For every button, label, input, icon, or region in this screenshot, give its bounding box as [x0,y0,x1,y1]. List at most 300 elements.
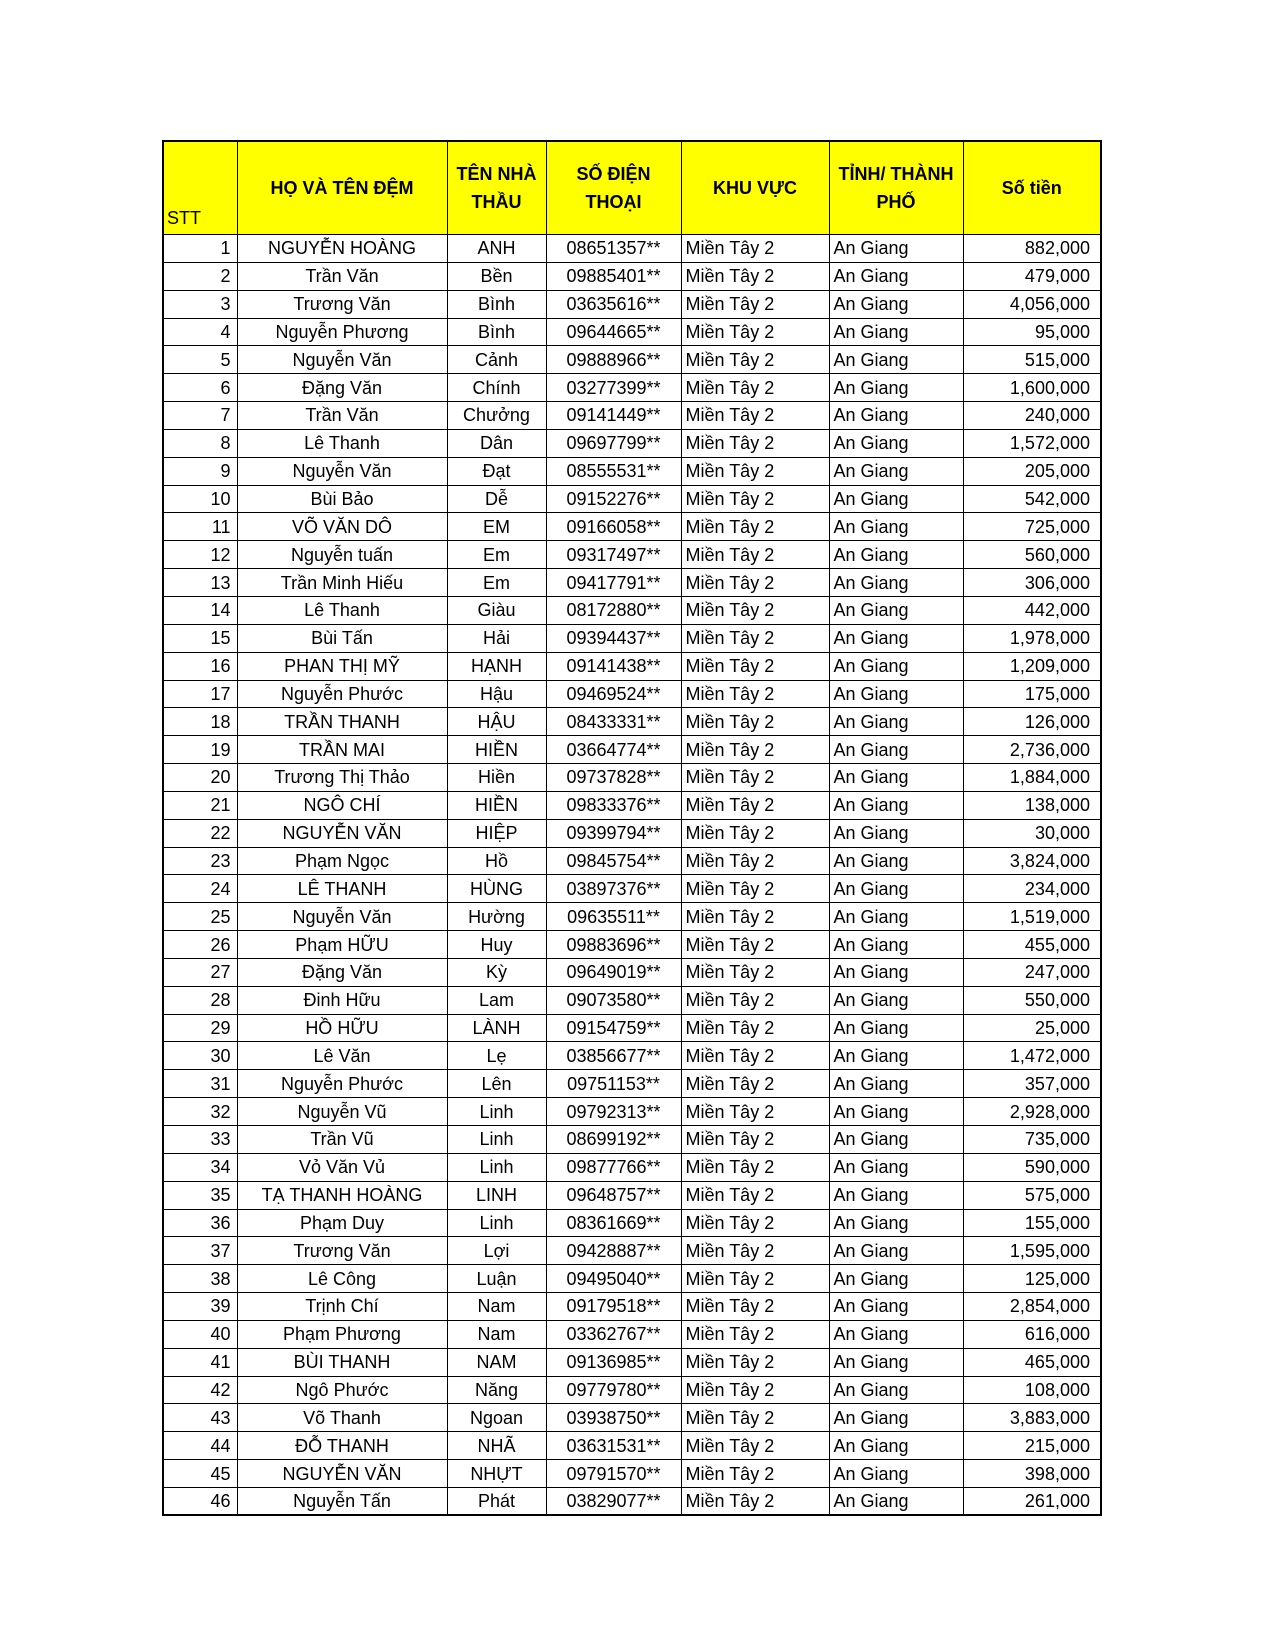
tinh-cell: An Giang [829,513,963,541]
khu-vuc-cell: Miền Tây 2 [681,624,829,652]
header-ten-nha-thau: TÊN NHÀ THẦU [447,141,546,235]
table-row [163,1153,1101,1181]
khu-vuc-cell: Miền Tây 2 [681,736,829,764]
phone-cell: 09469524** [546,680,681,708]
khu-vuc-cell: Miền Tây 2 [681,1320,829,1348]
table-row [163,652,1101,680]
phone-cell: 09877766** [546,1153,681,1181]
table-row [163,680,1101,708]
ten-nha-thau-cell: HIỀN [447,736,546,764]
stt-cell: 24 [163,875,237,903]
stt-cell: 19 [163,736,237,764]
header-tinh-thanh-pho: TỈNH/ THÀNH PHỐ [829,141,963,235]
stt-cell: 39 [163,1293,237,1321]
ten-nha-thau-cell: Hải [447,624,546,652]
tinh-cell: An Giang [829,1376,963,1404]
khu-vuc-cell: Miền Tây 2 [681,1014,829,1042]
table-row [163,1432,1101,1460]
ten-nha-thau-cell: Đạt [447,457,546,485]
stt-cell: 43 [163,1404,237,1432]
stt-cell: 4 [163,318,237,346]
ten-nha-thau-cell: HÙNG [447,875,546,903]
amount-cell: 550,000 [963,986,1101,1014]
tinh-cell: An Giang [829,346,963,374]
stt-cell: 15 [163,624,237,652]
stt-cell: 46 [163,1487,237,1515]
phone-cell: 09791570** [546,1460,681,1488]
amount-cell: 479,000 [963,262,1101,290]
amount-cell: 560,000 [963,541,1101,569]
table-row [163,708,1101,736]
amount-cell: 261,000 [963,1487,1101,1515]
tinh-cell: An Giang [829,736,963,764]
stt-cell: 21 [163,791,237,819]
phone-cell: 08651357** [546,235,681,263]
tinh-cell: An Giang [829,1293,963,1321]
khu-vuc-cell: Miền Tây 2 [681,1404,829,1432]
ho-ten-dem-cell: HỒ HỮU [237,1014,447,1042]
table-row [163,986,1101,1014]
tinh-cell: An Giang [829,1209,963,1237]
amount-cell: 3,883,000 [963,1404,1101,1432]
table-row [163,1320,1101,1348]
amount-cell: 240,000 [963,402,1101,430]
amount-cell: 1,209,000 [963,652,1101,680]
phone-cell: 09394437** [546,624,681,652]
khu-vuc-cell: Miền Tây 2 [681,262,829,290]
tinh-cell: An Giang [829,457,963,485]
tinh-cell: An Giang [829,402,963,430]
tinh-cell: An Giang [829,1070,963,1098]
ho-ten-dem-cell: Trần Minh Hiếu [237,569,447,597]
table-row [163,485,1101,513]
table-row [163,1376,1101,1404]
tinh-cell: An Giang [829,1126,963,1154]
stt-cell: 33 [163,1126,237,1154]
ho-ten-dem-cell: PHAN THỊ MỸ [237,652,447,680]
tinh-cell: An Giang [829,903,963,931]
phone-cell: 09154759** [546,1014,681,1042]
ho-ten-dem-cell: ĐỖ THANH [237,1432,447,1460]
phone-cell: 09317497** [546,541,681,569]
stt-cell: 5 [163,346,237,374]
table-row [163,1265,1101,1293]
tinh-cell: An Giang [829,652,963,680]
stt-cell: 11 [163,513,237,541]
stt-cell: 35 [163,1181,237,1209]
tinh-cell: An Giang [829,1432,963,1460]
stt-cell: 13 [163,569,237,597]
ten-nha-thau-cell: Hường [447,903,546,931]
phone-cell: 09635511** [546,903,681,931]
amount-cell: 155,000 [963,1209,1101,1237]
phone-cell: 03829077** [546,1487,681,1515]
amount-cell: 306,000 [963,569,1101,597]
khu-vuc-cell: Miền Tây 2 [681,1181,829,1209]
ho-ten-dem-cell: Nguyễn Tấn [237,1487,447,1515]
stt-cell: 16 [163,652,237,680]
amount-cell: 2,736,000 [963,736,1101,764]
tinh-cell: An Giang [829,931,963,959]
ten-nha-thau-cell: Hiền [447,764,546,792]
amount-cell: 442,000 [963,596,1101,624]
tinh-cell: An Giang [829,1320,963,1348]
phone-cell: 09399794** [546,819,681,847]
table-row [163,457,1101,485]
phone-cell: 09833376** [546,791,681,819]
khu-vuc-cell: Miền Tây 2 [681,346,829,374]
stt-cell: 31 [163,1070,237,1098]
tinh-cell: An Giang [829,1237,963,1265]
amount-cell: 2,854,000 [963,1293,1101,1321]
tinh-cell: An Giang [829,819,963,847]
amount-cell: 3,824,000 [963,847,1101,875]
ten-nha-thau-cell: Cảnh [447,346,546,374]
amount-cell: 125,000 [963,1265,1101,1293]
khu-vuc-cell: Miền Tây 2 [681,708,829,736]
khu-vuc-cell: Miền Tây 2 [681,1153,829,1181]
table-row [163,541,1101,569]
amount-cell: 616,000 [963,1320,1101,1348]
table-row [163,958,1101,986]
khu-vuc-cell: Miền Tây 2 [681,903,829,931]
khu-vuc-cell: Miền Tây 2 [681,402,829,430]
header-stt: STT [163,141,237,235]
ho-ten-dem-cell: NGUYỄN VĂN [237,1460,447,1488]
amount-cell: 1,472,000 [963,1042,1101,1070]
khu-vuc-cell: Miền Tây 2 [681,541,829,569]
table-row [163,513,1101,541]
phone-cell: 09428887** [546,1237,681,1265]
stt-cell: 32 [163,1098,237,1126]
tinh-cell: An Giang [829,958,963,986]
ho-ten-dem-cell: NGUYỄN VĂN [237,819,447,847]
amount-cell: 25,000 [963,1014,1101,1042]
phone-cell: 09779780** [546,1376,681,1404]
phone-cell: 08361669** [546,1209,681,1237]
ho-ten-dem-cell: Đinh Hữu [237,986,447,1014]
ten-nha-thau-cell: LÀNH [447,1014,546,1042]
stt-cell: 26 [163,931,237,959]
khu-vuc-cell: Miền Tây 2 [681,457,829,485]
tinh-cell: An Giang [829,791,963,819]
phone-cell: 09845754** [546,847,681,875]
ho-ten-dem-cell: Nguyễn Phương [237,318,447,346]
khu-vuc-cell: Miền Tây 2 [681,596,829,624]
ten-nha-thau-cell: Nam [447,1320,546,1348]
ho-ten-dem-cell: Ngô Phước [237,1376,447,1404]
ho-ten-dem-cell: Lê Văn [237,1042,447,1070]
ten-nha-thau-cell: Linh [447,1153,546,1181]
stt-cell: 37 [163,1237,237,1265]
table-row [163,1404,1101,1432]
tinh-cell: An Giang [829,374,963,402]
table-row [163,318,1101,346]
tinh-cell: An Giang [829,1348,963,1376]
header-so-tien: Số tiền [963,141,1101,235]
table-row [163,1209,1101,1237]
table-row [163,1070,1101,1098]
ho-ten-dem-cell: TẠ THANH HOÀNG [237,1181,447,1209]
ho-ten-dem-cell: Nguyễn Văn [237,903,447,931]
table-row [163,374,1101,402]
ho-ten-dem-cell: VÕ VĂN DÔ [237,513,447,541]
ho-ten-dem-cell: TRẦN MAI [237,736,447,764]
stt-cell: 29 [163,1014,237,1042]
tinh-cell: An Giang [829,1153,963,1181]
ten-nha-thau-cell: ANH [447,235,546,263]
tinh-cell: An Giang [829,764,963,792]
tinh-cell: An Giang [829,485,963,513]
table-row [163,1293,1101,1321]
amount-cell: 735,000 [963,1126,1101,1154]
khu-vuc-cell: Miền Tây 2 [681,429,829,457]
khu-vuc-cell: Miền Tây 2 [681,1237,829,1265]
stt-cell: 1 [163,235,237,263]
phone-cell: 09649019** [546,958,681,986]
stt-cell: 7 [163,402,237,430]
amount-cell: 1,600,000 [963,374,1101,402]
khu-vuc-cell: Miền Tây 2 [681,1432,829,1460]
ho-ten-dem-cell: NGÔ CHÍ [237,791,447,819]
ho-ten-dem-cell: Trương Thị Thảo [237,764,447,792]
tinh-cell: An Giang [829,847,963,875]
table-row [163,1126,1101,1154]
ten-nha-thau-cell: Bền [447,262,546,290]
ho-ten-dem-cell: Lê Thanh [237,596,447,624]
phone-cell: 09883696** [546,931,681,959]
phone-cell: 03631531** [546,1432,681,1460]
khu-vuc-cell: Miền Tây 2 [681,680,829,708]
tinh-cell: An Giang [829,596,963,624]
ten-nha-thau-cell: Ngoan [447,1404,546,1432]
ten-nha-thau-cell: Hậu [447,680,546,708]
ho-ten-dem-cell: Lê Thanh [237,429,447,457]
ho-ten-dem-cell: Nguyễn Phước [237,1070,447,1098]
stt-cell: 42 [163,1376,237,1404]
amount-cell: 1,519,000 [963,903,1101,931]
ten-nha-thau-cell: Em [447,569,546,597]
stt-cell: 3 [163,290,237,318]
ten-nha-thau-cell: Luận [447,1265,546,1293]
tinh-cell: An Giang [829,1404,963,1432]
tinh-cell: An Giang [829,986,963,1014]
ten-nha-thau-cell: Bình [447,318,546,346]
table-row [163,290,1101,318]
ho-ten-dem-cell: Trịnh Chí [237,1293,447,1321]
contractor-payment-table [162,140,1102,1516]
ten-nha-thau-cell: Linh [447,1098,546,1126]
ten-nha-thau-cell: NAM [447,1348,546,1376]
khu-vuc-cell: Miền Tây 2 [681,958,829,986]
table-row [163,736,1101,764]
stt-cell: 28 [163,986,237,1014]
phone-cell: 09697799** [546,429,681,457]
tinh-cell: An Giang [829,1098,963,1126]
tinh-cell: An Giang [829,1014,963,1042]
ten-nha-thau-cell: Kỳ [447,958,546,986]
khu-vuc-cell: Miền Tây 2 [681,374,829,402]
table-row [163,819,1101,847]
amount-cell: 1,978,000 [963,624,1101,652]
stt-cell: 14 [163,596,237,624]
header-khu-vuc: KHU VỰC [681,141,829,235]
ho-ten-dem-cell: Phạm Phương [237,1320,447,1348]
ho-ten-dem-cell: Phạm Ngọc [237,847,447,875]
table-row [163,1237,1101,1265]
phone-cell: 03856677** [546,1042,681,1070]
amount-cell: 1,595,000 [963,1237,1101,1265]
amount-cell: 882,000 [963,235,1101,263]
khu-vuc-cell: Miền Tây 2 [681,931,829,959]
khu-vuc-cell: Miền Tây 2 [681,318,829,346]
table-row [163,1014,1101,1042]
khu-vuc-cell: Miền Tây 2 [681,290,829,318]
phone-cell: 09417791** [546,569,681,597]
ten-nha-thau-cell: Huy [447,931,546,959]
ho-ten-dem-cell: Trương Văn [237,1237,447,1265]
table-row [163,875,1101,903]
khu-vuc-cell: Miền Tây 2 [681,652,829,680]
amount-cell: 398,000 [963,1460,1101,1488]
phone-cell: 03277399** [546,374,681,402]
ten-nha-thau-cell: Bình [447,290,546,318]
table-row [163,791,1101,819]
ten-nha-thau-cell: Năng [447,1376,546,1404]
ho-ten-dem-cell: Trương Văn [237,290,447,318]
khu-vuc-cell: Miền Tây 2 [681,485,829,513]
ten-nha-thau-cell: Dễ [447,485,546,513]
amount-cell: 95,000 [963,318,1101,346]
khu-vuc-cell: Miền Tây 2 [681,1098,829,1126]
stt-cell: 22 [163,819,237,847]
phone-cell: 09073580** [546,986,681,1014]
tinh-cell: An Giang [829,318,963,346]
amount-cell: 215,000 [963,1432,1101,1460]
phone-cell: 09792313** [546,1098,681,1126]
khu-vuc-cell: Miền Tây 2 [681,1348,829,1376]
table-row [163,931,1101,959]
stt-cell: 44 [163,1432,237,1460]
ho-ten-dem-cell: Phạm HỮU [237,931,447,959]
table-row [163,764,1101,792]
ho-ten-dem-cell: Vỏ Văn Vủ [237,1153,447,1181]
ho-ten-dem-cell: NGUYỄN HOÀNG [237,235,447,263]
phone-cell: 08699192** [546,1126,681,1154]
ho-ten-dem-cell: Trần Vũ [237,1126,447,1154]
ten-nha-thau-cell: Lên [447,1070,546,1098]
ten-nha-thau-cell: Hồ [447,847,546,875]
ten-nha-thau-cell: Nam [447,1293,546,1321]
stt-cell: 25 [163,903,237,931]
phone-cell: 08555531** [546,457,681,485]
table-row [163,429,1101,457]
tinh-cell: An Giang [829,680,963,708]
stt-cell: 20 [163,764,237,792]
table-row [163,1042,1101,1070]
table-row [163,262,1101,290]
phone-cell: 03635616** [546,290,681,318]
tinh-cell: An Giang [829,1265,963,1293]
stt-cell: 9 [163,457,237,485]
amount-cell: 455,000 [963,931,1101,959]
tinh-cell: An Giang [829,429,963,457]
phone-cell: 09141438** [546,652,681,680]
khu-vuc-cell: Miền Tây 2 [681,1376,829,1404]
ten-nha-thau-cell: HẠNH [447,652,546,680]
ten-nha-thau-cell: Lam [447,986,546,1014]
stt-cell: 2 [163,262,237,290]
tinh-cell: An Giang [829,1487,963,1515]
table-row [163,596,1101,624]
ten-nha-thau-cell: Giàu [447,596,546,624]
table-row [163,402,1101,430]
tinh-cell: An Giang [829,235,963,263]
khu-vuc-cell: Miền Tây 2 [681,819,829,847]
tinh-cell: An Giang [829,875,963,903]
phone-cell: 09888966** [546,346,681,374]
khu-vuc-cell: Miền Tây 2 [681,1209,829,1237]
tinh-cell: An Giang [829,1460,963,1488]
stt-cell: 18 [163,708,237,736]
table-row [163,1460,1101,1488]
ho-ten-dem-cell: Đặng Văn [237,958,447,986]
ho-ten-dem-cell: TRẦN THANH [237,708,447,736]
amount-cell: 357,000 [963,1070,1101,1098]
phone-cell: 09179518** [546,1293,681,1321]
amount-cell: 1,884,000 [963,764,1101,792]
phone-cell: 09648757** [546,1181,681,1209]
khu-vuc-cell: Miền Tây 2 [681,875,829,903]
ten-nha-thau-cell: NHỰT [447,1460,546,1488]
khu-vuc-cell: Miền Tây 2 [681,1460,829,1488]
amount-cell: 2,928,000 [963,1098,1101,1126]
khu-vuc-cell: Miền Tây 2 [681,1042,829,1070]
ten-nha-thau-cell: NHÃ [447,1432,546,1460]
stt-cell: 36 [163,1209,237,1237]
phone-cell: 08172880** [546,596,681,624]
khu-vuc-cell: Miền Tây 2 [681,847,829,875]
ten-nha-thau-cell: HIỆP [447,819,546,847]
khu-vuc-cell: Miền Tây 2 [681,1487,829,1515]
table-row [163,235,1101,263]
ten-nha-thau-cell: Linh [447,1209,546,1237]
tinh-cell: An Giang [829,1042,963,1070]
khu-vuc-cell: Miền Tây 2 [681,1265,829,1293]
phone-cell: 09141449** [546,402,681,430]
ho-ten-dem-cell: Bùi Bảo [237,485,447,513]
khu-vuc-cell: Miền Tây 2 [681,235,829,263]
khu-vuc-cell: Miền Tây 2 [681,764,829,792]
khu-vuc-cell: Miền Tây 2 [681,986,829,1014]
stt-cell: 10 [163,485,237,513]
amount-cell: 234,000 [963,875,1101,903]
stt-cell: 30 [163,1042,237,1070]
ho-ten-dem-cell: Lê Công [237,1265,447,1293]
table-row [163,1181,1101,1209]
table-row [163,569,1101,597]
amount-cell: 4,056,000 [963,290,1101,318]
ten-nha-thau-cell: Phát [447,1487,546,1515]
stt-cell: 12 [163,541,237,569]
amount-cell: 108,000 [963,1376,1101,1404]
phone-cell: 03362767** [546,1320,681,1348]
tinh-cell: An Giang [829,708,963,736]
tinh-cell: An Giang [829,541,963,569]
amount-cell: 465,000 [963,1348,1101,1376]
ten-nha-thau-cell: Dân [447,429,546,457]
ten-nha-thau-cell: Lẹ [447,1042,546,1070]
